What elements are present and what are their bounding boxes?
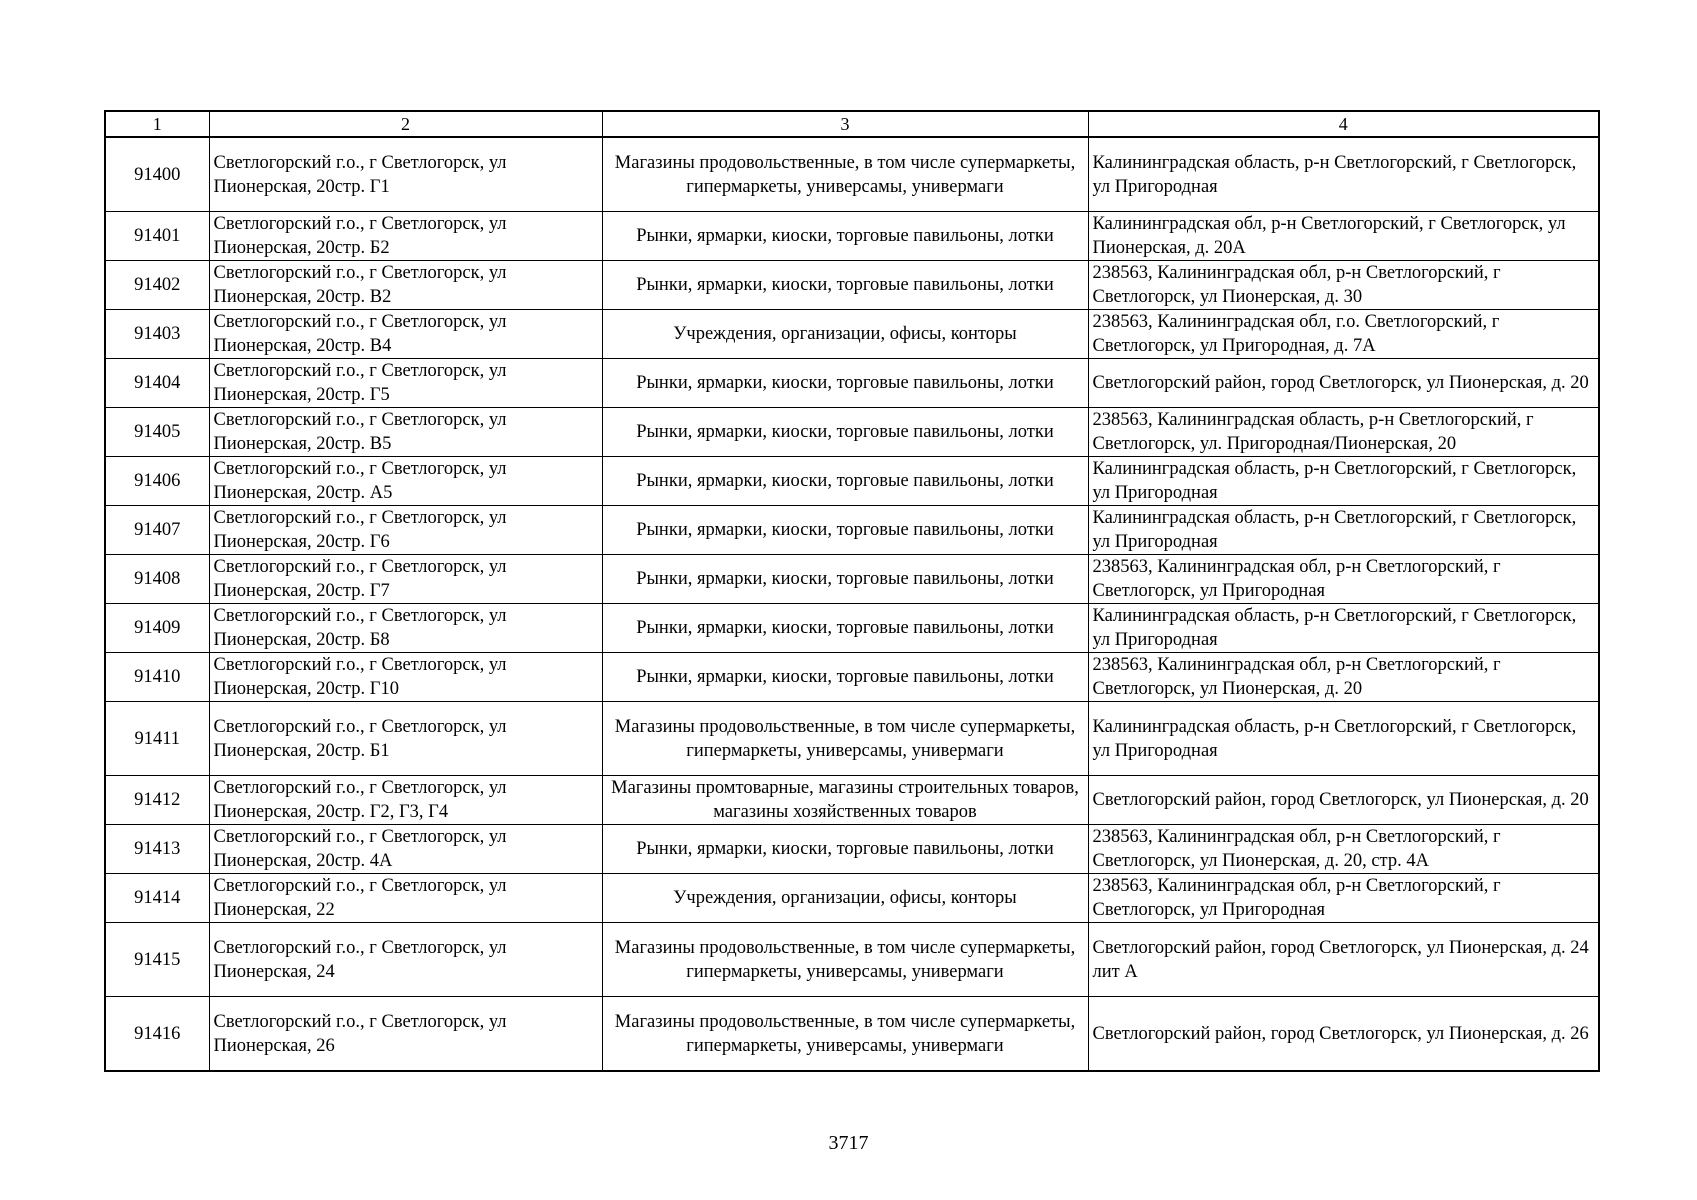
table-row — [105, 604, 1599, 653]
location-cell: 238563, Калининградская обл, р-н Светлогорский, г Светлогорск, ул Пионерская, д. 20, стр. 4А — [1088, 825, 1599, 874]
address-cell: Светлогорский г.о., г Светлогорск, ул Пионерская, 20стр. Г7 — [209, 555, 602, 604]
address-cell: Светлогорский г.о., г Светлогорск, ул Пионерская, 20стр. Б2 — [209, 212, 602, 261]
row-id-cell: 91401 — [105, 212, 209, 261]
row-id-cell: 91415 — [105, 923, 209, 997]
table-row — [105, 212, 1599, 261]
table-row — [105, 825, 1599, 874]
table-row — [105, 997, 1599, 1072]
object-type-cell: Рынки, ярмарки, киоски, торговые павильоны, лотки — [602, 506, 1088, 555]
location-cell: Светлогорский район, город Светлогорск, ул Пионерская, д. 20 — [1088, 776, 1599, 825]
table-row — [105, 555, 1599, 604]
address-cell: Светлогорский г.о., г Светлогорск, ул Пионерская, 20стр. Б8 — [209, 604, 602, 653]
location-cell: Калининградская область, р-н Светлогорский, г Светлогорск, ул Пригородная — [1088, 604, 1599, 653]
object-type-cell: Рынки, ярмарки, киоски, торговые павильоны, лотки — [602, 261, 1088, 310]
object-type-cell: Магазины продовольственные, в том числе супермаркеты, гипермаркеты, универсамы, универмаги — [602, 137, 1088, 212]
object-type-cell: Магазины продовольственные, в том числе супермаркеты, гипермаркеты, универсамы, универмаги — [602, 997, 1088, 1072]
address-cell: Светлогорский г.о., г Светлогорск, ул Пионерская, 22 — [209, 874, 602, 923]
column-header-4: 4 — [1088, 111, 1599, 137]
table-row — [105, 310, 1599, 359]
location-cell: Калининградская обл, р-н Светлогорский, г Светлогорск, ул Пионерская, д. 20А — [1088, 212, 1599, 261]
address-cell: Светлогорский г.о., г Светлогорск, ул Пионерская, 20стр. Г1 — [209, 137, 602, 212]
address-cell: Светлогорский г.о., г Светлогорск, ул Пионерская, 24 — [209, 923, 602, 997]
row-id-cell: 91404 — [105, 359, 209, 408]
table-row — [105, 702, 1599, 776]
table-row — [105, 408, 1599, 457]
object-type-cell: Рынки, ярмарки, киоски, торговые павильоны, лотки — [602, 653, 1088, 702]
location-cell: Калининградская область, р-н Светлогорский, г Светлогорск, ул Пригородная — [1088, 702, 1599, 776]
address-cell: Светлогорский г.о., г Светлогорск, ул Пионерская, 26 — [209, 997, 602, 1072]
column-header-2: 2 — [209, 111, 602, 137]
table-row — [105, 137, 1599, 212]
address-cell: Светлогорский г.о., г Светлогорск, ул Пионерская, 20стр. Г2, Г3, Г4 — [209, 776, 602, 825]
address-cell: Светлогорский г.о., г Светлогорск, ул Пионерская, 20стр. А5 — [209, 457, 602, 506]
object-type-cell: Рынки, ярмарки, киоски, торговые павильоны, лотки — [602, 457, 1088, 506]
location-cell: 238563, Калининградская обл, р-н Светлогорский, г Светлогорск, ул Пригородная — [1088, 555, 1599, 604]
row-id-cell: 91405 — [105, 408, 209, 457]
row-id-cell: 91416 — [105, 997, 209, 1072]
registry-table — [104, 110, 1600, 1072]
row-id-cell: 91410 — [105, 653, 209, 702]
row-id-cell: 91409 — [105, 604, 209, 653]
location-cell: Светлогорский район, город Светлогорск, ул Пионерская, д. 20 — [1088, 359, 1599, 408]
table-row — [105, 457, 1599, 506]
row-id-cell: 91400 — [105, 137, 209, 212]
table-row — [105, 776, 1599, 825]
location-cell: 238563, Калининградская обл, р-н Светлогорский, г Светлогорск, ул Пионерская, д. 30 — [1088, 261, 1599, 310]
address-cell: Светлогорский г.о., г Светлогорск, ул Пионерская, 20стр. В2 — [209, 261, 602, 310]
location-cell: 238563, Калининградская область, р-н Светлогорский, г Светлогорск, ул. Пригородная/Пионерская, 20 — [1088, 408, 1599, 457]
object-type-cell: Рынки, ярмарки, киоски, торговые павильоны, лотки — [602, 825, 1088, 874]
object-type-cell: Учреждения, организации, офисы, конторы — [602, 310, 1088, 359]
row-id-cell: 91408 — [105, 555, 209, 604]
object-type-cell: Рынки, ярмарки, киоски, торговые павильоны, лотки — [602, 212, 1088, 261]
address-cell: Светлогорский г.о., г Светлогорск, ул Пионерская, 20стр. Б1 — [209, 702, 602, 776]
location-cell: Калининградская область, р-н Светлогорский, г Светлогорск, ул Пригородная — [1088, 506, 1599, 555]
object-type-cell: Учреждения, организации, офисы, конторы — [602, 874, 1088, 923]
table-row — [105, 359, 1599, 408]
row-id-cell: 91406 — [105, 457, 209, 506]
object-type-cell: Рынки, ярмарки, киоски, торговые павильоны, лотки — [602, 604, 1088, 653]
location-cell: 238563, Калининградская обл, р-н Светлогорский, г Светлогорск, ул Пионерская, д. 20 — [1088, 653, 1599, 702]
column-header-1: 1 — [105, 111, 209, 137]
address-cell: Светлогорский г.о., г Светлогорск, ул Пионерская, 20стр. 4А — [209, 825, 602, 874]
address-cell: Светлогорский г.о., г Светлогорск, ул Пионерская, 20стр. Г10 — [209, 653, 602, 702]
address-cell: Светлогорский г.о., г Светлогорск, ул Пионерская, 20стр. Г5 — [209, 359, 602, 408]
location-cell: 238563, Калининградская обл, г.о. Светлогорский, г Светлогорск, ул Пригородная, д. 7А — [1088, 310, 1599, 359]
table-body — [105, 111, 1599, 1071]
object-type-cell: Магазины продовольственные, в том числе супермаркеты, гипермаркеты, универсамы, универмаги — [602, 923, 1088, 997]
row-id-cell: 91402 — [105, 261, 209, 310]
object-type-cell: Рынки, ярмарки, киоски, торговые павильоны, лотки — [602, 408, 1088, 457]
table-row — [105, 506, 1599, 555]
header-row — [105, 111, 1599, 137]
table-row — [105, 653, 1599, 702]
address-cell: Светлогорский г.о., г Светлогорск, ул Пионерская, 20стр. В5 — [209, 408, 602, 457]
row-id-cell: 91411 — [105, 702, 209, 776]
address-cell: Светлогорский г.о., г Светлогорск, ул Пионерская, 20стр. В4 — [209, 310, 602, 359]
object-type-cell: Рынки, ярмарки, киоски, торговые павильоны, лотки — [602, 555, 1088, 604]
address-cell: Светлогорский г.о., г Светлогорск, ул Пионерская, 20стр. Г6 — [209, 506, 602, 555]
location-cell: Светлогорский район, город Светлогорск, ул Пионерская, д. 24 лит А — [1088, 923, 1599, 997]
column-header-3: 3 — [602, 111, 1088, 137]
row-id-cell: 91407 — [105, 506, 209, 555]
location-cell: Светлогорский район, город Светлогорск, ул Пионерская, д. 26 — [1088, 997, 1599, 1072]
object-type-cell: Магазины продовольственные, в том числе супермаркеты, гипермаркеты, универсамы, универмаги — [602, 702, 1088, 776]
object-type-cell: Рынки, ярмарки, киоски, торговые павильоны, лотки — [602, 359, 1088, 408]
location-cell: Калининградская область, р-н Светлогорский, г Светлогорск, ул Пригородная — [1088, 457, 1599, 506]
location-cell: Калининградская область, р-н Светлогорский, г Светлогорск, ул Пригородная — [1088, 137, 1599, 212]
row-id-cell: 91412 — [105, 776, 209, 825]
table-row — [105, 874, 1599, 923]
table-row — [105, 261, 1599, 310]
location-cell: 238563, Калининградская обл, р-н Светлогорский, г Светлогорск, ул Пригородная — [1088, 874, 1599, 923]
object-type-cell: Магазины промтоварные, магазины строительных товаров, магазины хозяйственных товаров — [602, 776, 1088, 825]
page-number: 3717 — [828, 1132, 869, 1154]
registry-sheet — [104, 110, 1598, 1072]
row-id-cell: 91403 — [105, 310, 209, 359]
row-id-cell: 91414 — [105, 874, 209, 923]
row-id-cell: 91413 — [105, 825, 209, 874]
table-row — [105, 923, 1599, 997]
